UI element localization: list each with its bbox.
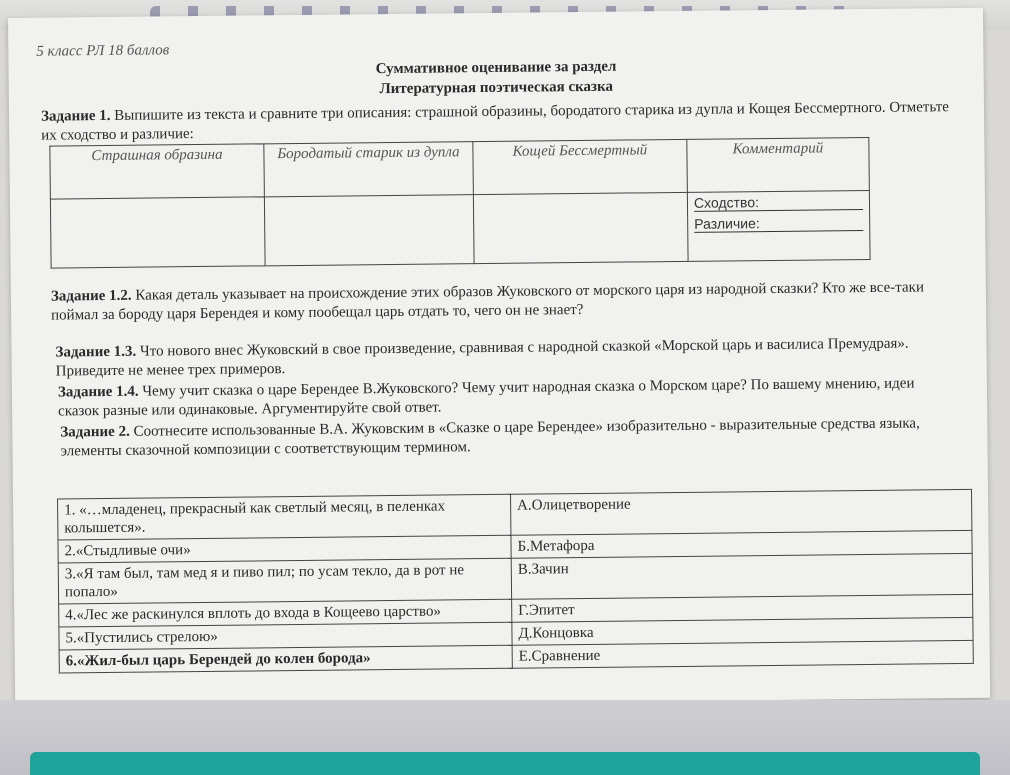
term-d: Д.Концовка xyxy=(512,617,973,645)
task13-body: Что нового внес Жуковский в свое произведение, сравнивая с народной сказкой «Морской царь и василиса Премудрая». Приведите не менее трех примеров. xyxy=(55,335,909,380)
answer-cell-koshey[interactable] xyxy=(473,192,688,263)
title-line-1: Суммативное оценивание за раздел xyxy=(375,58,617,78)
task14-text xyxy=(58,374,958,421)
comment-cell[interactable] xyxy=(687,190,870,261)
worksheet-paper xyxy=(8,8,990,708)
task14-label: Задание 1.4. xyxy=(57,383,139,401)
example-6: 6.«Жил-был царь Берендей до колен борода» xyxy=(59,645,512,673)
task2-label: Задание 2. xyxy=(60,423,130,441)
task1-table-header-row xyxy=(50,137,870,199)
task12-label: Задание 1.2. xyxy=(50,287,132,305)
title-line-2: Литературная поэтическая сказка xyxy=(379,78,614,98)
term-b: Б.Метафора xyxy=(511,530,972,558)
green-object-edge xyxy=(30,752,980,775)
term-e: Е.Сравнение xyxy=(512,640,973,668)
example-2: 2.«Стыдливые очи» xyxy=(58,535,511,563)
task2-matching-table xyxy=(57,489,974,674)
term-a: А.Олицетворение xyxy=(511,489,972,535)
task1-table-answer-row xyxy=(50,190,870,268)
answer-cell-obrazina[interactable] xyxy=(50,197,265,268)
answer-cell-starik[interactable] xyxy=(264,195,474,266)
example-4: 4.«Лес же раскинулся вплоть до входа в Кощеево царство» xyxy=(59,599,512,627)
task2-body: Соотнесите использованные В.А. Жуковским в «Сказке о царе Берендее» изобразительно - выразительные средства языка, элементы сказочной композиции с соответствующим термином. xyxy=(60,415,920,460)
task1-label: Задание 1. xyxy=(40,107,111,125)
example-5: 5.«Пустились стрелою» xyxy=(59,622,512,650)
task13-label: Задание 1.3. xyxy=(55,343,137,361)
header-obrazina: Страшная образина xyxy=(50,144,265,199)
example-3: 3.«Я там был, там мед я и пиво пил; по усам текло, да в рот не попало» xyxy=(58,558,511,604)
header-koshey: Кощей Бессмертный xyxy=(473,139,688,194)
difference-line: Различие: xyxy=(694,214,863,233)
task1-body: Выпишите из текста и сравните три описания: страшной образины, бородатого старика из дупла и Кощея Бессмертного. Отметьте их сходство и различие: xyxy=(41,99,950,144)
header-starik: Бородатый старик из дупла xyxy=(264,142,474,197)
task13-text xyxy=(55,334,955,381)
task12-text xyxy=(51,278,951,325)
task12-body: Какая деталь указывает на происхождение этих образов Жуковского от морского царя из народной сказки? Кто же все-таки поймал за бороду царя Берендея и кому пообещал царь отдать то, чего он не знает? xyxy=(51,279,925,324)
task1-table xyxy=(49,137,870,269)
term-g: Г.Эпитет xyxy=(512,594,973,622)
score-note: 5 класс РЛ 18 баллов xyxy=(36,42,170,60)
similarity-line: Сходство: xyxy=(694,193,863,212)
example-1: 1. «…младенец, прекрасный как светлый месяц, в пеленках колышется». xyxy=(58,494,511,540)
task14-body: Чему учит сказка о царе Берендее В.Жуковского? Чему учит народная сказка о Морском царе? По вашему мнению, идеи сказок разные или одинаковые. Аргументируйте свой ответ. xyxy=(58,375,915,420)
task2-text xyxy=(60,414,960,461)
header-comment: Комментарий xyxy=(687,137,870,192)
term-v: В.Зачин xyxy=(511,553,972,599)
